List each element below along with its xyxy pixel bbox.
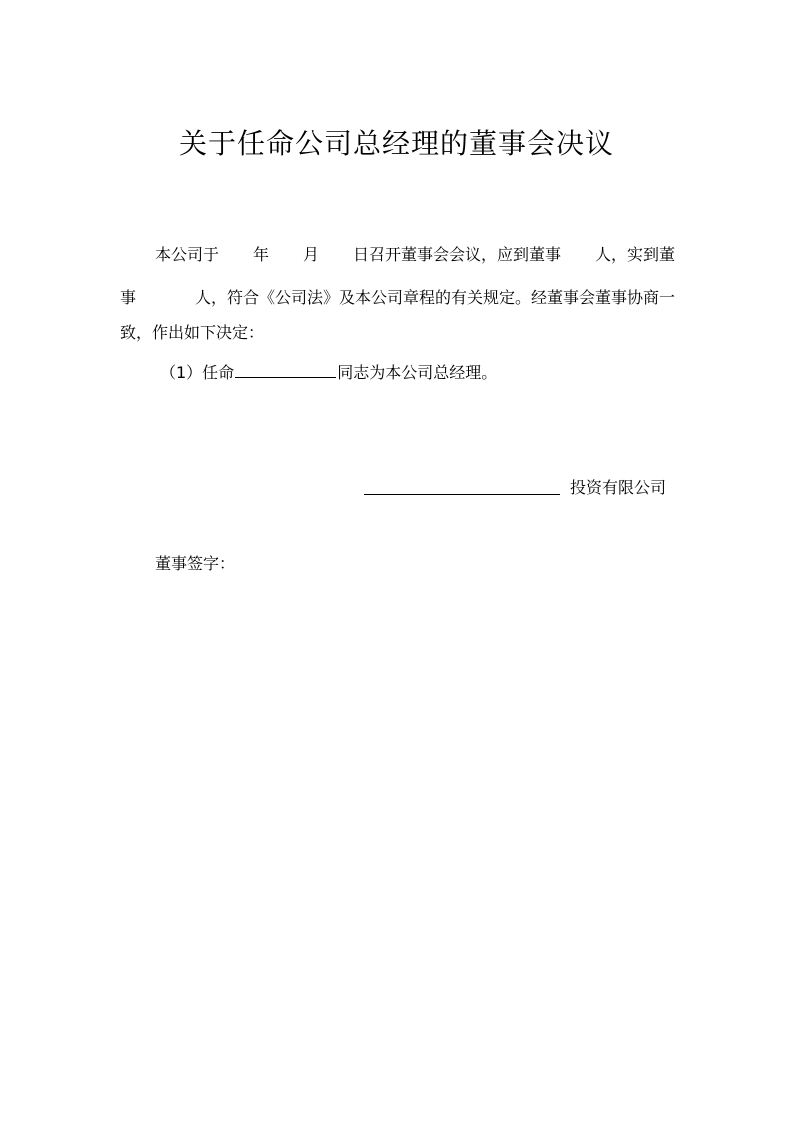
appointment-prefix: （1）任命 bbox=[160, 363, 235, 382]
line2-rest: 人，符合《公司法》及本公司章程的有关规定。经董事会董事协商一 bbox=[194, 288, 675, 307]
directors-signature-label: 董事签字： bbox=[155, 554, 236, 573]
appointment-item bbox=[160, 359, 715, 385]
paragraph-line-3: 致，作出如下决定： bbox=[120, 323, 265, 342]
appointment-suffix: 同志为本公司总经理。 bbox=[337, 363, 498, 382]
appointee-name-blank[interactable] bbox=[235, 359, 336, 378]
line2-start: 事 bbox=[120, 288, 137, 307]
document-title: 关于任命公司总经理的董事会决议 bbox=[178, 127, 614, 160]
company-prefix: 本公司于 bbox=[155, 245, 220, 264]
month-label: 月 bbox=[302, 245, 319, 264]
meeting-text: 日召开董事会会议，应到董事 bbox=[352, 245, 561, 264]
company-name-blank[interactable] bbox=[364, 494, 560, 495]
year-label: 年 bbox=[252, 245, 269, 264]
paragraph-line-2 bbox=[120, 286, 675, 310]
paragraph-line-1 bbox=[155, 243, 675, 267]
person-label: 人，实到董 bbox=[594, 245, 675, 264]
company-suffix: 投资有限公司 bbox=[570, 478, 667, 497]
